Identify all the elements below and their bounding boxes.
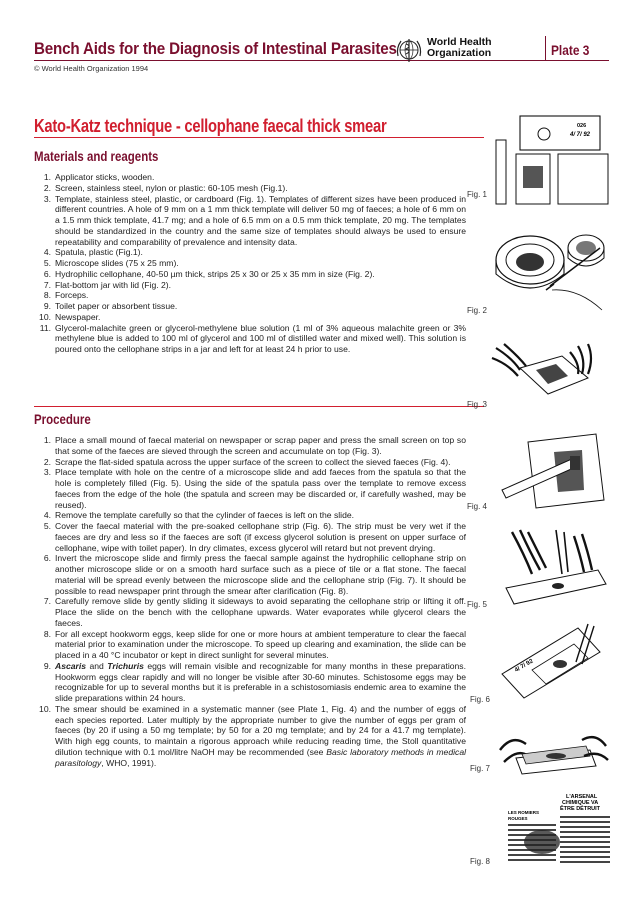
- item-number: 1.: [43, 172, 51, 182]
- item-text: Spatula, plastic (Fig.1).: [55, 247, 143, 258]
- page-title: Kato-Katz technique - cellophane faecal thick smear: [34, 116, 387, 136]
- item-text: Carefully remove slide by gently sliding it sideways to avoid separating the cellophane strip or lifting it off. Place the slide on the bench with the cellophane upwards. Water evaporates while glycerol clears the faeces.: [55, 596, 466, 628]
- fig4-illustration: [500, 430, 612, 514]
- item-text: Newspaper.: [55, 311, 101, 322]
- item-number: 11.: [39, 322, 51, 333]
- fig7-label: Fig. 7: [470, 764, 491, 773]
- fig3-label: Fig. 3: [467, 400, 488, 409]
- item-number: 3.: [43, 193, 51, 204]
- fig8-label: Fig. 8: [470, 857, 491, 866]
- item-text: , WHO, 1991).: [101, 757, 157, 768]
- materials-item: [34, 301, 466, 312]
- item-text: The smear should be examined in a systematic manner (see Plate 1, Fig. 4) and the number of eggs of each species reported. Later multiply by the appropriate number to give the number of eggs per gram of faeces (by 20 if using a 50 mg template; by 50 for a 20 mg template; and by 24 for a 41.7 mg template). With high egg counts, to maintain a rigorous approach while reducing reading time, the Stoll quantitative dilution technique with 0.1 mol/litre NaOH may be recommended (see: [55, 703, 466, 757]
- fig6-illustration: [496, 622, 612, 702]
- title-rule: [34, 137, 484, 138]
- newsprint-heading-3: ÊTRE DÉTRUIT: [560, 806, 601, 812]
- fig6-label: Fig. 6: [470, 695, 491, 704]
- procedure-item: [34, 553, 466, 596]
- item-number: 6.: [43, 268, 51, 279]
- item-text: eggs will remain visible and recognizable for many months in these preparations. Hookworm eggs clear rapidly and will no longer be visible after 30-60 minutes. Schistosome eggs may be recognizable for up to several months but it is preferable in a schistosomiasis endemic area to examine the slide preparations within 24 hours.: [55, 660, 466, 703]
- item-number: 9.: [43, 301, 51, 311]
- materials-list: [34, 172, 466, 355]
- procedure-rule: [34, 406, 484, 407]
- who-emblem-icon: [395, 36, 423, 64]
- item-text: Screen, stainless steel, nylon or plastic: 60-105 mesh (Fig.1).: [55, 182, 288, 193]
- procedure-item: [34, 521, 466, 553]
- item-number: 2.: [43, 456, 51, 467]
- who-organization-name: World Health Organization: [427, 36, 492, 59]
- materials-item: [34, 258, 466, 269]
- procedure-item: [34, 435, 466, 457]
- fig8-newsprint: [506, 790, 614, 876]
- newsprint-heading-1: L'ARSENAL: [566, 794, 598, 800]
- newsprint-side-2: ROUGES: [508, 816, 528, 821]
- item-number: 7.: [43, 279, 51, 290]
- procedure-item: [34, 510, 466, 521]
- newsprint-heading-2: CHIMIQUE VA: [562, 800, 599, 806]
- item-number: 9.: [43, 660, 51, 671]
- item-text: and: [86, 660, 108, 671]
- materials-item: [34, 323, 466, 355]
- procedure-list: [34, 435, 466, 768]
- fig6-slide-date: 4/ 7/ 92: [514, 658, 535, 674]
- fig2-label: Fig. 2: [467, 306, 488, 315]
- item-text: Place a small mound of faecal material on newspaper or scrap paper and press the small screen on top so that some of the faeces are sieved through the screen and accumulate on top (Fig. 3).: [55, 435, 466, 456]
- materials-item: [34, 280, 466, 291]
- item-text: Remove the template carefully so that the cylinder of faeces is left on the slide.: [55, 510, 355, 521]
- item-number: 8.: [43, 290, 51, 301]
- reference-title: Basic laboratory methods in medical parasitology: [55, 746, 467, 768]
- materials-heading: Materials and reagents: [34, 148, 159, 164]
- fig5-illustration: [498, 526, 612, 612]
- item-number: 5.: [43, 521, 51, 531]
- item-text: Template, stainless steel, plastic, or cardboard (Fig. 1). Templates of different sizes have been produced in different countries. A hole of 9 mm on a 1 mm thick template will deliver 50 mg of faeces; a hole of 6 mm on a 1.5 mm thick template, 41.7 mg; and a hole of 6.5 mm on a 0.5 mm thick template, 20 mg. The templates should be standardized in the country and the same size of templates should always be used to ensure repeatability and comparability of prevalence and intensity data.: [55, 193, 466, 247]
- procedure-item: [34, 457, 466, 468]
- genus-name: Ascaris: [55, 660, 87, 671]
- procedure-heading: Procedure: [34, 411, 91, 427]
- item-number: 10.: [39, 703, 51, 714]
- procedure-item: [34, 704, 466, 769]
- materials-item: [34, 290, 466, 301]
- item-number: 6.: [43, 553, 51, 564]
- fig7-illustration: [498, 710, 612, 784]
- item-text: Applicator sticks, wooden.: [55, 172, 155, 182]
- item-text: Glycerol-malachite green or glycerol-methylene blue solution (1 ml of 3% aqueous malachite green or 3% methylene blue is added to 100 ml of glycerol and 100 ml of distilled water and mixed well). This solution is poured onto the cellophane strips in a jar and left for at least 24 h prior to use.: [55, 322, 466, 354]
- item-number: 5.: [43, 258, 51, 268]
- item-number: 4.: [43, 247, 51, 258]
- item-number: 3.: [43, 467, 51, 478]
- materials-item: [34, 194, 466, 248]
- materials-item: [34, 172, 466, 183]
- fig5-label: Fig. 5: [467, 600, 488, 609]
- item-text: Forceps.: [55, 290, 89, 301]
- copyright-notice: © World Health Organization 1994: [34, 64, 149, 73]
- item-text: Invert the microscope slide and firmly press the faecal sample against the hydrophilic cellophane strip on another microscope slide or on a smooth hard surface such as a piece of tile or a flat stone. The faecal material will be spread evenly between the microscope slide and the cellophane strip (Fig. 7). It should be possible to read newspaper print through the smear after clarification (Fig. 8).: [55, 553, 466, 596]
- fig3-illustration: [490, 340, 612, 406]
- procedure-item: [34, 467, 466, 510]
- item-text: Toilet paper or absorbent tissue.: [55, 301, 178, 311]
- item-number: 7.: [43, 596, 51, 607]
- header-divider: [545, 36, 546, 60]
- materials-item: [34, 247, 466, 258]
- bench-aids-title: Bench Aids for the Diagnosis of Intestinal Parasites: [34, 40, 397, 58]
- fig2-illustration: [488, 218, 610, 320]
- item-number: 2.: [43, 182, 51, 193]
- item-text: Cover the faecal material with the pre-soaked cellophane strip (Fig. 6). The strip must be very wet if the faeces are dry and less so if the faeces are soft (if excess glycerol solution is present on upper surface of cellophane, wipe with toilet paper). In dry climates, excess glycerol will retard but not prevent drying.: [55, 521, 466, 553]
- item-text: Microscope slides (75 x 25 mm).: [55, 258, 179, 268]
- fig1-label: Fig. 1: [467, 190, 488, 199]
- item-text: Hydrophilic cellophane, 40-50 µm thick, strips 25 x 30 or 25 x 35 mm in size (Fig. 2).: [55, 268, 375, 279]
- slide-date: 4/ 7/ 92: [570, 132, 591, 138]
- item-number: 1.: [43, 435, 51, 445]
- header-rule: [34, 60, 609, 61]
- newsprint-side-1: LES ROMIERS: [508, 810, 540, 815]
- item-text: Place template with hole on the centre of a microscope slide and add faeces from the spatula so that the hole is completely filled (Fig. 5). Using the side of the spatula pass over the template to remove excess faeces from the edge of the hole (the spatula and screen may be discarded or, if carefully washed, may be reused).: [55, 467, 466, 510]
- item-number: 8.: [43, 628, 51, 639]
- fig1-illustration: [492, 112, 614, 208]
- procedure-item: [34, 596, 466, 628]
- item-text: For all except hookworm eggs, keep slide for one or more hours at ambient temperature to clear the faecal material prior to examination under the microscope. To speed up clearing and examination, the slide can be placed in a 40 °C incubator or kept in direct sunlight for several minutes.: [55, 628, 466, 660]
- fig4-label: Fig. 4: [467, 502, 488, 511]
- materials-item: [34, 269, 466, 280]
- item-number: 10.: [39, 311, 51, 322]
- procedure-item: [34, 661, 466, 704]
- item-text: Flat-bottom jar with lid (Fig. 2).: [55, 279, 172, 290]
- item-text: Scrape the flat-sided spatula across the upper surface of the screen to collect the sieved faeces (Fig. 4).: [55, 456, 451, 467]
- procedure-item: [34, 629, 466, 661]
- materials-item: [34, 183, 466, 194]
- materials-item: [34, 312, 466, 323]
- genus-name: Trichuris: [107, 660, 144, 671]
- plate-number: Plate 3: [551, 42, 590, 58]
- item-number: 4.: [43, 510, 51, 521]
- slide-number: 026: [577, 123, 587, 129]
